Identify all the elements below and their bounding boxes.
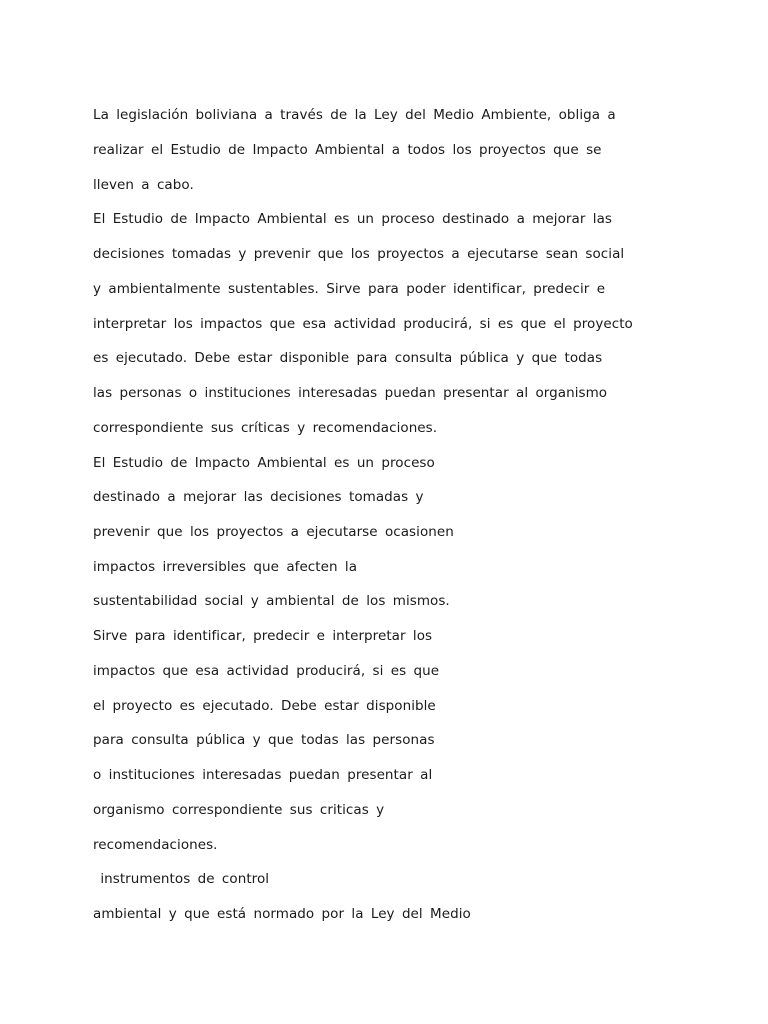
- text-line: El Estudio de Impacto Ambiental es un proceso destinado a mejorar las: [93, 211, 612, 227]
- text-line: organismo correspondiente sus criticas y: [93, 802, 385, 818]
- text-line: las personas o instituciones interesadas puedan presentar al organismo: [93, 385, 608, 401]
- text-line: lleven a cabo.: [93, 177, 194, 193]
- text-line: Sirve para identificar, predecir e interpretar los: [93, 628, 433, 644]
- text-line: o instituciones interesadas puedan presentar al: [93, 767, 433, 783]
- text-line: prevenir que los proyectos a ejecutarse ocasionen: [93, 524, 454, 540]
- text-line: para consulta pública y que todas las personas: [93, 732, 435, 748]
- text-line: correspondiente sus críticas y recomendaciones.: [93, 420, 438, 436]
- text-line: interpretar los impactos que esa actividad producirá, si es que el proyecto: [93, 316, 633, 332]
- text-line: sustentabilidad social y ambiental de los mismos.: [93, 593, 450, 609]
- text-line: instrumentos de control: [93, 871, 270, 887]
- text-line: El Estudio de Impacto Ambiental es un proceso: [93, 455, 435, 471]
- text-line: destinado a mejorar las decisiones tomadas y: [93, 489, 424, 505]
- text-line: es ejecutado. Debe estar disponible para consulta pública y que todas: [93, 350, 603, 366]
- text-line: y ambientalmente sustentables. Sirve para poder identificar, predecir e: [93, 281, 606, 297]
- text-line: decisiones tomadas y prevenir que los proyectos a ejecutarse sean social: [93, 246, 625, 262]
- text-line: ambiental y que está normado por la Ley del Medio: [93, 906, 471, 922]
- text-line: impactos irreversibles que afecten la: [93, 559, 358, 575]
- text-line: impactos que esa actividad producirá, si es que: [93, 663, 440, 679]
- text-line: el proyecto es ejecutado. Debe estar disponible: [93, 698, 436, 714]
- text-line: La legislación boliviana a través de la Ley del Medio Ambiente, obliga a: [93, 107, 616, 123]
- text-line: realizar el Estudio de Impacto Ambiental a todos los proyectos que se: [93, 142, 602, 158]
- text-line: recomendaciones.: [93, 837, 218, 853]
